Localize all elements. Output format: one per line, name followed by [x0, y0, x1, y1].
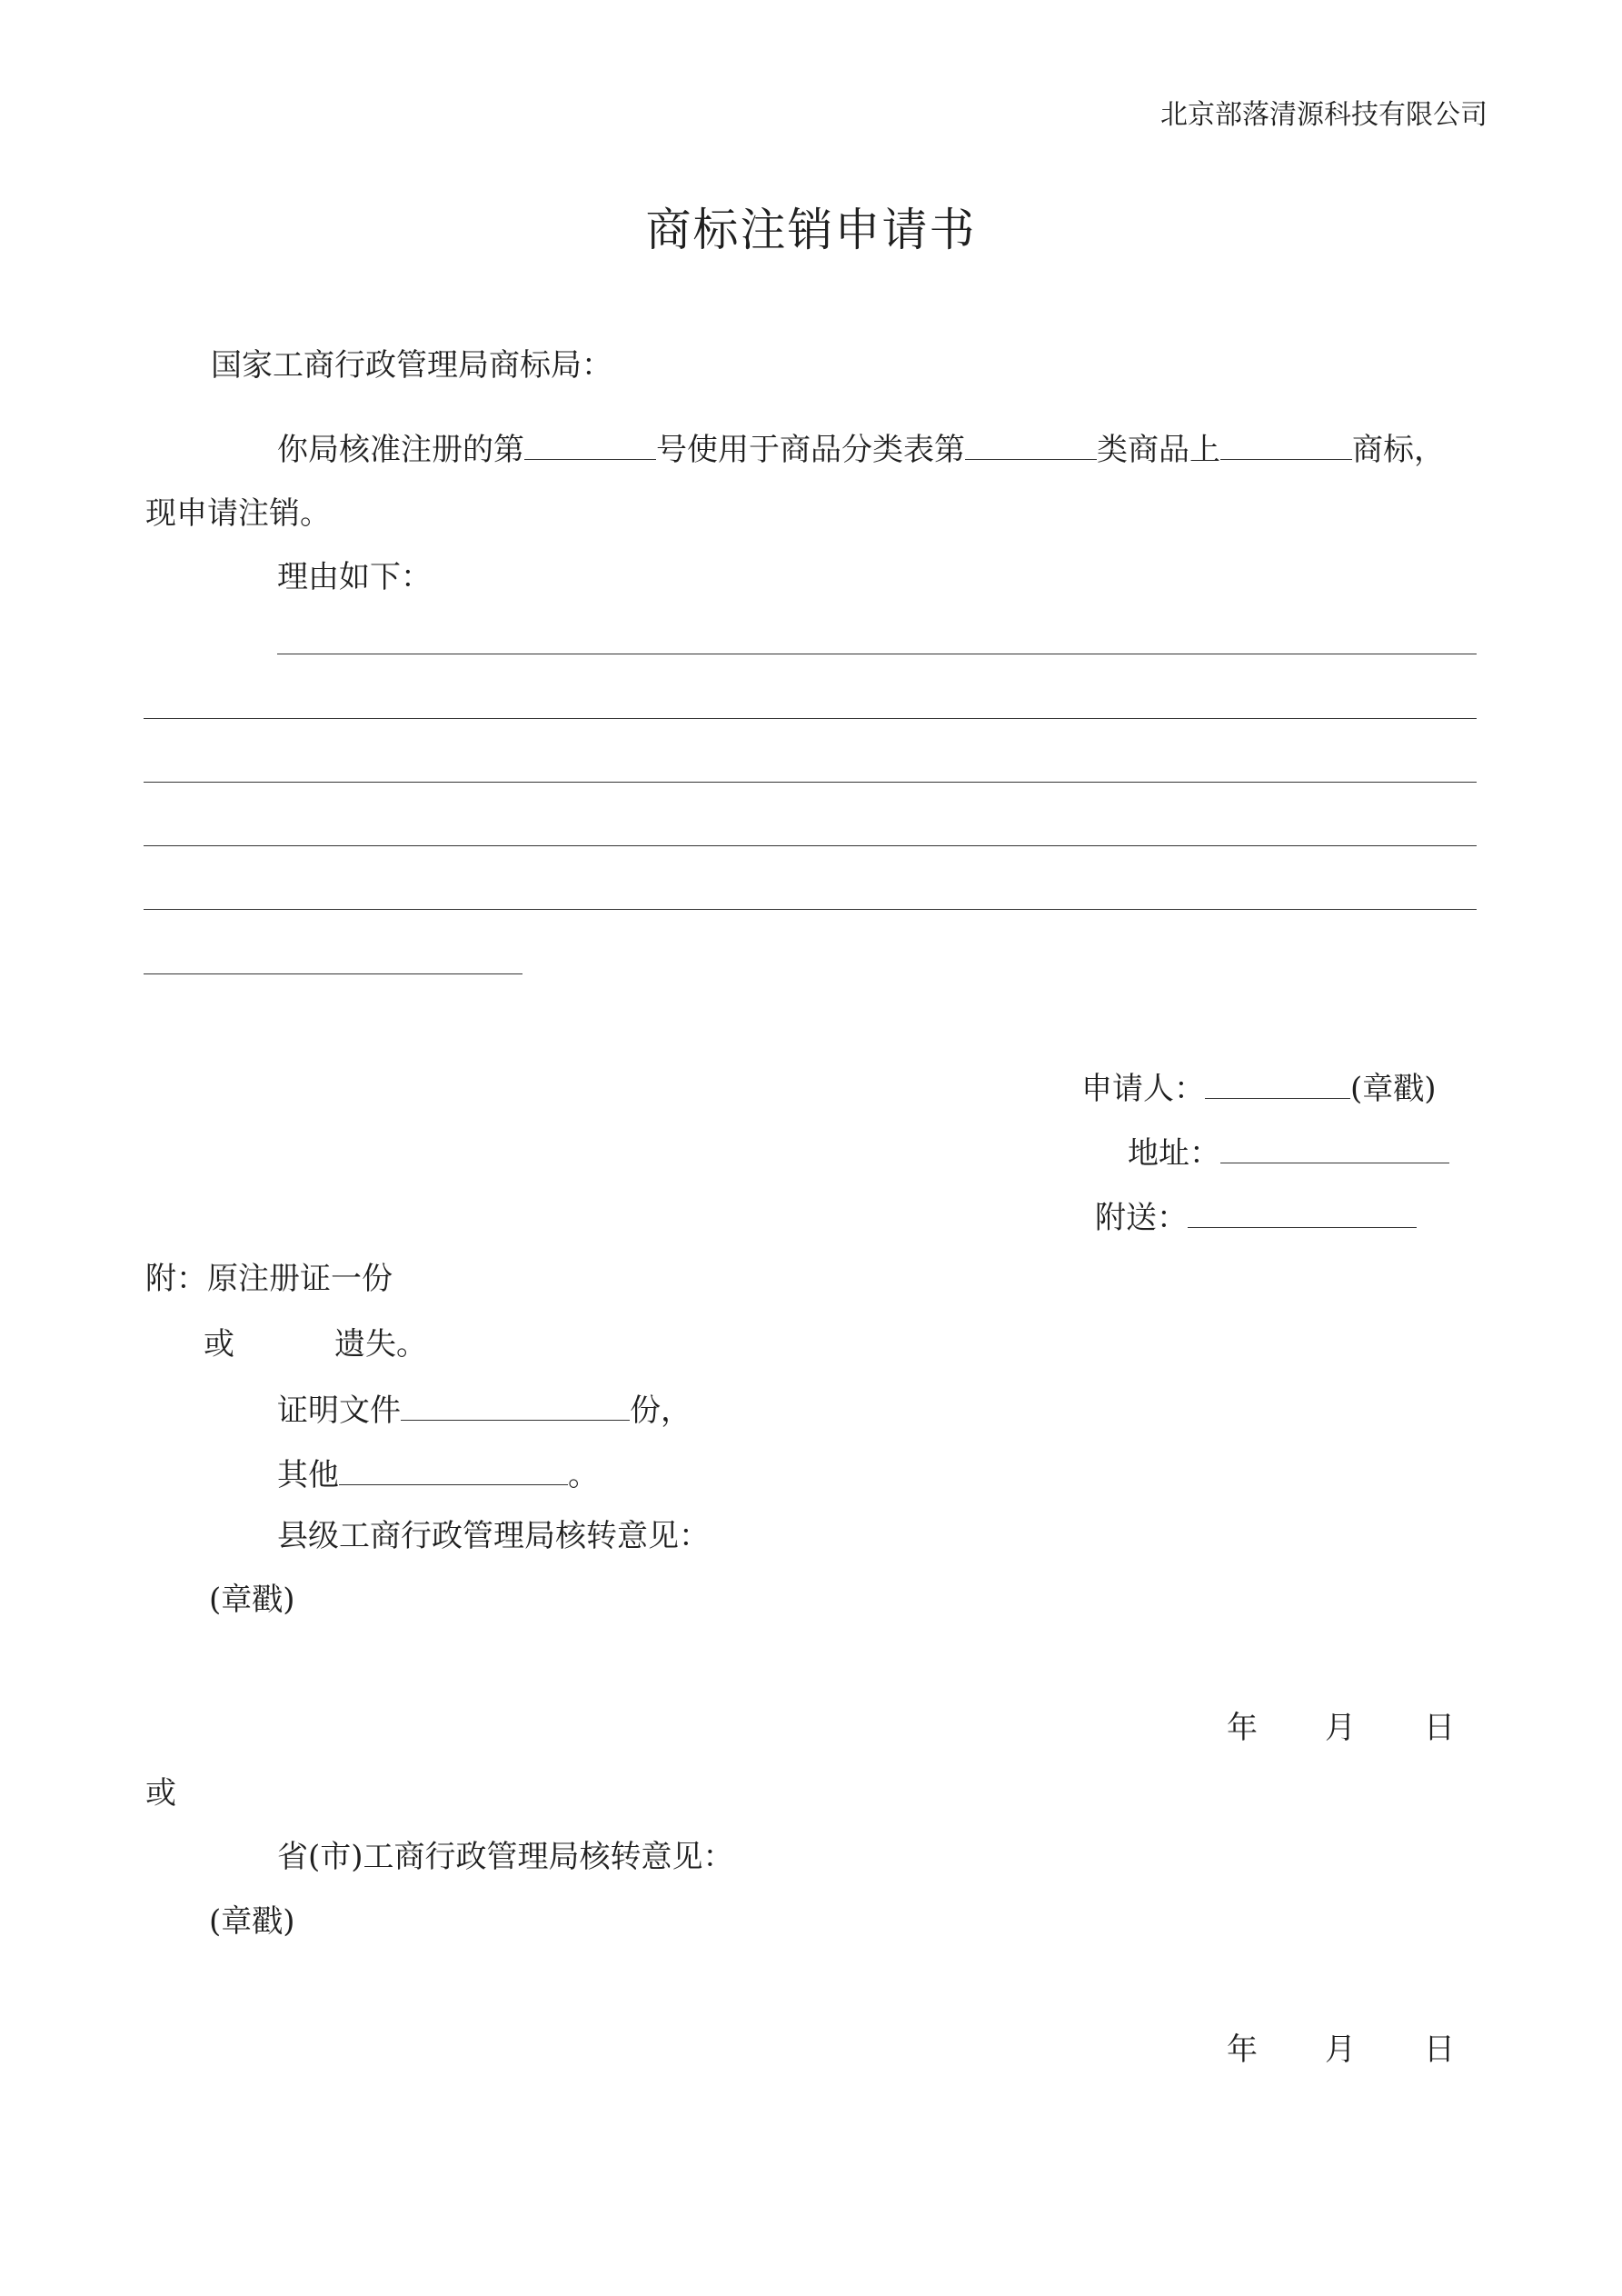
attachment-or: 或 — [204, 1326, 234, 1363]
address-line — [1128, 1135, 1449, 1172]
statement-line — [277, 432, 1445, 468]
reason-label: 理由如下： — [277, 559, 432, 595]
reason-line[interactable] — [144, 782, 1477, 783]
reason-line[interactable] — [144, 718, 1477, 719]
province-date-month: 月 — [1325, 2031, 1356, 2068]
county-date-day: 日 — [1424, 1710, 1455, 1746]
company-header: 北京部落清源科技有限公司 — [1160, 99, 1488, 131]
attachment-label: 附：原注册证一份 — [145, 1261, 393, 1297]
proof-label: 证明文件 — [277, 1393, 401, 1429]
reason-line[interactable] — [144, 909, 1477, 910]
applicant-seal: (章戳) — [1350, 1071, 1437, 1107]
province-date-day: 日 — [1424, 2031, 1455, 2068]
reason-line[interactable] — [144, 973, 522, 974]
applicant-blank[interactable] — [1205, 1071, 1350, 1099]
or-text: 或 — [145, 1775, 176, 1812]
statement-text-3: 类商品上 — [1097, 432, 1220, 468]
reason-line[interactable] — [144, 845, 1477, 846]
attach-blank[interactable] — [1188, 1200, 1417, 1228]
trademark-name-blank[interactable] — [1220, 432, 1352, 460]
address-label: 地址： — [1128, 1135, 1220, 1172]
statement-line-2: 现申请注销。 — [145, 495, 331, 532]
province-seal: (章戳) — [209, 1903, 295, 1940]
statement-text-4: 商标， — [1352, 432, 1445, 468]
document-title: 商标注销申请书 — [645, 204, 977, 256]
applicant-label: 申请人： — [1081, 1071, 1205, 1107]
applicant-line — [1081, 1071, 1437, 1107]
other-blank[interactable] — [339, 1457, 568, 1485]
attach-line — [1095, 1200, 1417, 1236]
registration-number-blank[interactable] — [524, 432, 656, 460]
address-blank[interactable] — [1220, 1135, 1449, 1163]
other-line — [277, 1457, 599, 1491]
county-date-month: 月 — [1325, 1710, 1356, 1746]
other-end: 。 — [568, 1457, 599, 1493]
province-date-year: 年 — [1227, 2031, 1258, 2068]
attachment-lost: 遗失。 — [334, 1326, 427, 1363]
attach-label: 附送： — [1095, 1200, 1188, 1236]
class-number-blank[interactable] — [965, 432, 1097, 460]
statement-text-1: 你局核准注册的第 — [277, 432, 524, 468]
proof-count-blank[interactable] — [401, 1393, 630, 1421]
statement-text-2: 号使用于商品分类表第 — [656, 432, 965, 468]
province-opinion-label: 省(市)工商行政管理局核转意见： — [277, 1839, 734, 1875]
addressee: 国家工商行政管理局商标局： — [211, 347, 612, 384]
county-seal: (章戳) — [209, 1582, 295, 1618]
county-opinion-label: 县级工商行政管理局核转意见： — [277, 1518, 710, 1554]
proof-line — [277, 1393, 692, 1429]
other-label: 其他 — [277, 1457, 339, 1493]
county-date-year: 年 — [1227, 1710, 1258, 1746]
proof-unit: 份， — [630, 1393, 692, 1429]
